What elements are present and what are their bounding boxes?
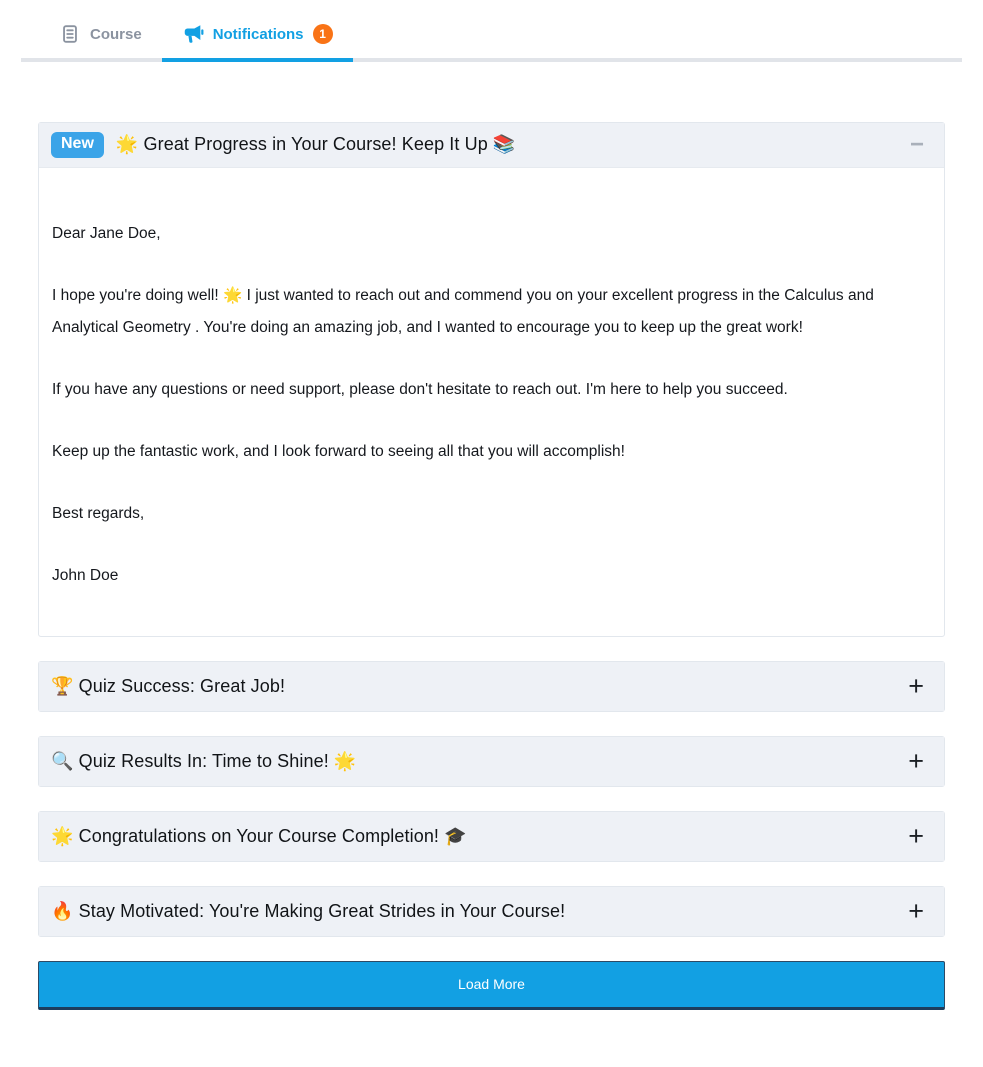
notification-card — [38, 736, 945, 787]
notification-title: 🌟 Great Progress in Your Course! Keep It Up 📚 — [115, 134, 516, 155]
notification-header[interactable] — [39, 887, 944, 936]
notification-title: 🏆 Quiz Success: Great Job! — [51, 675, 286, 696]
message-salutation: Dear Jane Doe, — [52, 224, 161, 242]
message-paragraph: If you have any questions or need support, please don't hesitate to reach out. I'm here to help you succeed. — [52, 380, 788, 398]
notification-title: 🔍 Quiz Results In: Time to Shine! 🌟 — [51, 750, 357, 771]
collapse-icon[interactable]: − — [909, 130, 924, 158]
message-paragraph: Keep up the fantastic work, and I look forward to seeing all that you will accomplish! — [52, 442, 625, 460]
notification-header[interactable] — [39, 662, 944, 711]
notification-card — [38, 661, 945, 712]
message-signature: John Doe — [52, 566, 119, 584]
notifications-list — [38, 122, 945, 1010]
document-icon — [59, 23, 81, 45]
expand-icon[interactable]: + — [908, 895, 924, 926]
notification-title: 🔥 Stay Motivated: You're Making Great Strides in Your Course! — [51, 900, 566, 921]
tab-notifications-label: Notifications — [212, 25, 304, 43]
new-badge: New — [51, 132, 104, 158]
notification-count-badge: 1 — [313, 24, 333, 44]
message-closing: Best regards, — [52, 504, 145, 522]
expand-icon[interactable]: + — [908, 820, 924, 851]
notification-header[interactable] — [39, 737, 944, 786]
load-more-button[interactable]: Load More — [38, 961, 945, 1010]
tab-bar — [21, 0, 962, 62]
tab-course-label: Course — [90, 25, 142, 43]
megaphone-icon — [182, 23, 204, 45]
notification-title: 🌟 Congratulations on Your Course Completion! 🎓 — [51, 825, 467, 846]
notification-body — [39, 168, 944, 636]
notification-card — [38, 886, 945, 937]
expand-icon[interactable]: + — [908, 745, 924, 776]
expand-icon[interactable]: + — [908, 670, 924, 701]
tab-course[interactable] — [39, 14, 162, 62]
notification-card-expanded — [38, 122, 945, 637]
notification-header[interactable] — [39, 812, 944, 861]
notification-header[interactable] — [39, 123, 944, 168]
message-paragraph: I hope you're doing well! 🌟 I just wanted to reach out and commend you on your excellent progress in the Calculus and Analytical Geometry . You're doing an amazing job, and I wanted to encourage you to keep up the great work! — [52, 286, 874, 336]
tab-notifications[interactable] — [162, 14, 353, 62]
notification-card — [38, 811, 945, 862]
